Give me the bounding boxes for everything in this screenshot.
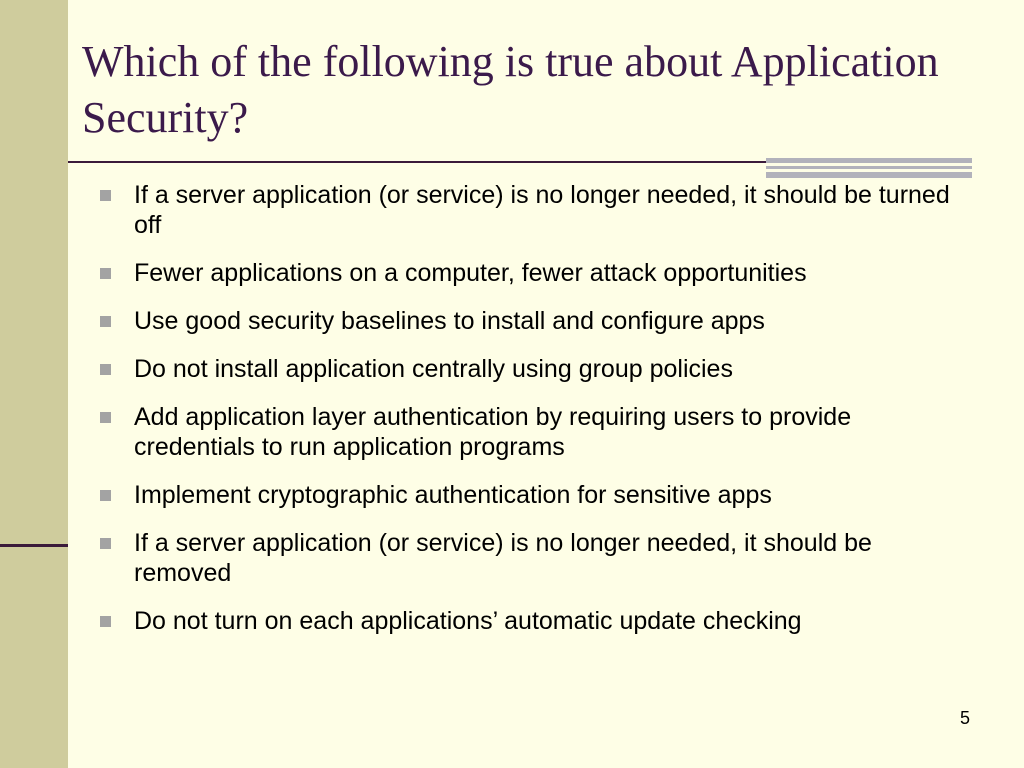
square-bullet-icon <box>100 268 111 279</box>
square-bullet-icon <box>100 412 111 423</box>
bullet-text: If a server application (or service) is no longer needed, it should be removed <box>134 529 872 587</box>
bullet-item <box>96 306 956 336</box>
bullet-text: Add application layer authentication by requiring users to provide credentials to run application programs <box>134 403 852 461</box>
square-bullet-icon <box>100 490 111 501</box>
bullet-item <box>96 480 956 510</box>
left-decorative-band <box>0 0 68 768</box>
bullet-item <box>96 258 956 288</box>
square-bullet-icon <box>100 616 111 627</box>
square-bullet-icon <box>100 364 111 375</box>
square-bullet-icon <box>100 538 111 549</box>
bullet-item <box>96 354 956 384</box>
bullet-text: Do not install application centrally using group policies <box>134 355 733 383</box>
bullet-text: If a server application (or service) is no longer needed, it should be turned off <box>134 181 950 239</box>
bullet-item <box>96 606 956 636</box>
page-number: 5 <box>959 708 970 728</box>
bullet-text: Do not turn on each applications’ automatic update checking <box>134 607 802 635</box>
title-divider-accent <box>766 158 972 178</box>
bullet-text: Fewer applications on a computer, fewer attack opportunities <box>134 259 807 287</box>
bullet-list <box>96 180 956 654</box>
bullet-item <box>96 528 956 588</box>
left-band-accent-line <box>0 544 68 547</box>
square-bullet-icon <box>100 190 111 201</box>
square-bullet-icon <box>100 316 111 327</box>
slide-title: Which of the following is true about Application Security? <box>82 37 939 142</box>
bullet-text: Use good security baselines to install and configure apps <box>134 307 765 335</box>
bullet-item <box>96 402 956 462</box>
bullet-text: Implement cryptographic authentication for sensitive apps <box>134 481 772 509</box>
bullet-item <box>96 180 956 240</box>
